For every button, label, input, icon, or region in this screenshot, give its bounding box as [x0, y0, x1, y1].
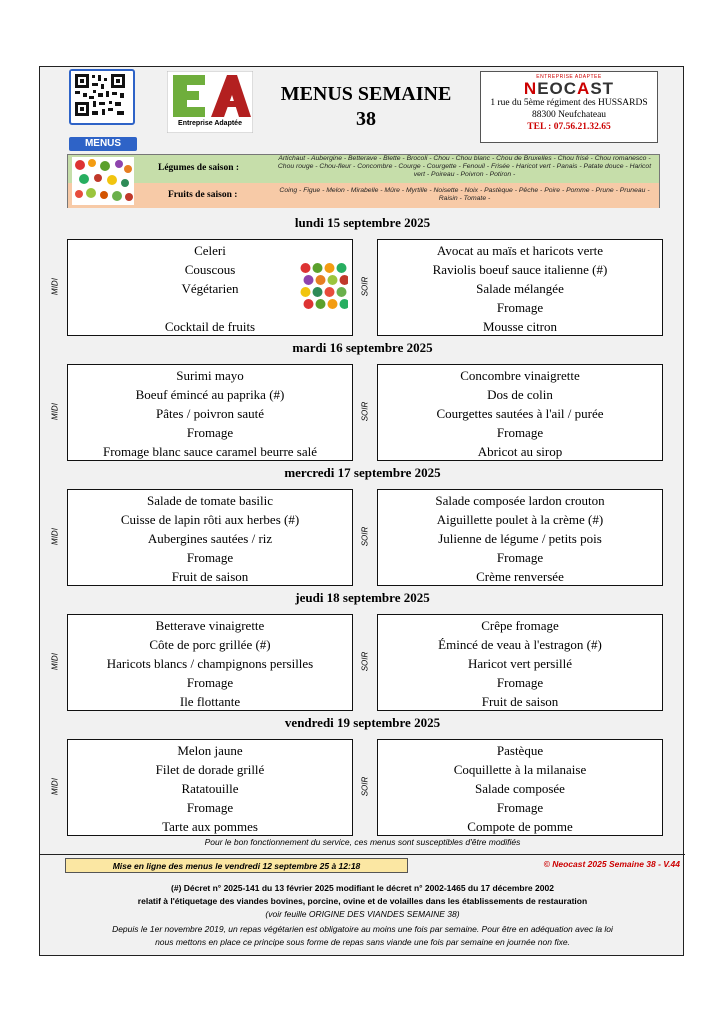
menu-item: Fromage	[496, 675, 544, 690]
entreprise-adaptee-logo	[167, 71, 253, 133]
menu-item: Salade mélangée	[476, 281, 564, 296]
title-week-number: 38	[356, 108, 376, 130]
menu-item: Celeri	[194, 243, 226, 258]
decret-text	[40, 882, 685, 908]
soir-menu-box	[377, 239, 663, 336]
menu-item: Courgettes sautées à l'ail / purée	[436, 406, 604, 421]
soir-menu-box	[377, 364, 663, 461]
decret-line-1: (#) Décret n° 2025-141 du 13 février 2025 modifiant le décret n° 2002-1465 du 17 décembre 2002	[171, 883, 554, 893]
vegetarian-note	[44, 923, 681, 949]
menu-item: Fromage	[496, 425, 544, 440]
menu-item: Concombre vinaigrette	[460, 368, 580, 383]
soir-label: SOIR	[360, 651, 370, 672]
voir-feuille: (voir feuille ORIGINE DES VIANDES SEMAINE 38)	[265, 909, 460, 919]
menu-item: Filet de dorade grillé	[155, 762, 265, 777]
legumes-row	[68, 155, 659, 183]
menu-item: Abricot au sirop	[477, 444, 563, 459]
mise-en-ligne: Mise en ligne des menus le vendredi 12 septembre 25 à 12:18	[65, 858, 408, 873]
menu-item: Pâtes / poivron sauté	[156, 406, 264, 421]
midi-label: MIDI	[50, 278, 60, 295]
menu-item: Coquillette à la milanaise	[453, 762, 587, 777]
neocast-address-2: 88300 Neufchateau	[531, 110, 607, 120]
neocast-box	[480, 71, 658, 143]
menu-item: Fromage	[186, 425, 234, 440]
page-title	[262, 82, 470, 132]
vegetarian-note-line-2: nous mettons en place ce principe sous forme de repas sans viande une fois par semaine en journée non fixe.	[155, 937, 570, 947]
ea-logo-text: Entreprise Adaptée	[178, 120, 242, 127]
copyright: © Neocast 2025 Semaine 38 - V.44	[543, 859, 680, 869]
menu-item: Végétarien	[181, 281, 239, 296]
menu-item: Tarte aux pommes	[162, 819, 258, 834]
menu-item: Avocat au maïs et haricots verte	[436, 243, 604, 258]
menu-item: Boeuf émincé au paprika (#)	[135, 387, 285, 402]
menu-item: Fruit de saison	[481, 694, 559, 709]
vegetarian-note-line-1: Depuis le 1er novembre 2019, un repas végétarien est obligatoire au moins une fois par semaine. Pour être en adéquation avec la loi	[112, 924, 613, 934]
day-title: lundi 15 septembre 2025	[294, 215, 431, 230]
menu-item: Fromage	[496, 300, 544, 315]
menu-item: Côte de porc grillée (#)	[149, 637, 271, 652]
menu-page	[39, 66, 684, 956]
midi-label: MIDI	[50, 653, 60, 670]
menu-item: Haricots blancs / champignons persilles	[106, 656, 314, 671]
day-title: mercredi 17 septembre 2025	[284, 465, 441, 480]
menu-item: Fromage	[186, 550, 234, 565]
menu-item: Ratatouille	[181, 781, 239, 796]
day-title: vendredi 19 septembre 2025	[284, 715, 441, 730]
day-title: jeudi 18 septembre 2025	[295, 590, 430, 605]
midi-label: MIDI	[50, 403, 60, 420]
midi-label: MIDI	[50, 528, 60, 545]
menu-item: Aiguillette poulet à la crème (#)	[436, 512, 604, 527]
menu-item: Dos de colin	[487, 387, 553, 402]
menu-item: Surimi mayo	[176, 368, 244, 383]
vegetables-image	[298, 262, 348, 310]
soir-label: SOIR	[360, 276, 370, 297]
neocast-tel: TEL : 07.56.21.32.65	[527, 122, 611, 132]
qr-code[interactable]	[69, 69, 135, 125]
day-title: mardi 16 septembre 2025	[292, 340, 433, 355]
menu-item: Fruit de saison	[171, 569, 249, 584]
menu-item: Betterave vinaigrette	[155, 618, 265, 633]
menu-item: Haricot vert persillé	[468, 656, 572, 671]
midi-label: MIDI	[50, 778, 60, 795]
menu-item: Compote de pomme	[467, 819, 573, 834]
menu-item: Pastèque	[496, 743, 544, 758]
menu-item: Crêpe fromage	[481, 618, 559, 633]
decret-line-2: relatif à l'étiquetage des viandes bovines, porcine, ovine et de volailles dans les établissements de restauration	[137, 896, 588, 906]
fruits-text: Coing - Figue - Melon - Mirabelle - Mûre - Myrtille - Noisette - Noix - Pastèque - Pêche - Poire - Pomme - Prune - Pruneau - Raisin - Tomate -	[279, 187, 650, 202]
qr-code-icon	[71, 71, 129, 119]
menu-item: Cocktail de fruits	[164, 319, 256, 334]
vegetables-image	[72, 157, 134, 205]
menu-item: Couscous	[184, 262, 236, 277]
fruits-label: Fruits de saison :	[168, 190, 238, 200]
menu-item: Fromage	[186, 675, 234, 690]
legumes-text: Artichaut - Aubergine - Betterave - Blette - Brocoli - Chou - Chou blanc - Chou de Bruxelles - Chou frisé - Chou romanesco - Chou rouge - Chou-fleur - Concombre - Courge - Courgette - Fenouil - Frisée - Haricot vert - Panais - Patate douce - Haricot vert - Poireau - Poivron - Potiron -	[277, 155, 652, 178]
service-note: Pour le bon fonctionnement du service, ces menus sont susceptibles d'être modifiés	[204, 837, 521, 847]
soir-menu-box	[377, 489, 663, 586]
menu-item: Fromage	[496, 800, 544, 815]
soir-label: SOIR	[360, 526, 370, 547]
neocast-address-1: 1 rue du 5ème régiment des HUSSARDS	[490, 98, 648, 108]
menu-item: Crème renversée	[476, 569, 564, 584]
menu-item: Ile flottante	[179, 694, 241, 709]
soir-label: SOIR	[360, 401, 370, 422]
soir-menu-box	[377, 614, 663, 711]
midi-menu-box	[67, 614, 353, 711]
title-line-1: MENUS SEMAINE	[280, 83, 452, 105]
midi-menu-box	[67, 239, 353, 336]
legumes-label: Légumes de saison :	[158, 163, 240, 173]
menu-item: Fromage	[186, 800, 234, 815]
menu-item: Salade composée lardon crouton	[435, 493, 605, 508]
menu-item: Fromage blanc sauce caramel beurre salé	[102, 444, 318, 459]
midi-menu-box	[67, 364, 353, 461]
neocast-subtitle: ENTREPRISE ADAPTEE	[536, 74, 602, 80]
footer-divider	[40, 854, 685, 855]
menu-item: Fromage	[496, 550, 544, 565]
menu-item: Émincé de veau à l'estragon (#)	[438, 637, 602, 652]
fruits-row	[68, 183, 659, 208]
soir-menu-box	[377, 739, 663, 836]
menu-item: Melon jaune	[177, 743, 243, 758]
menu-item: Raviolis boeuf sauce italienne (#)	[432, 262, 608, 277]
midi-menu-box	[67, 489, 353, 586]
menu-item: Salade de tomate basilic	[147, 493, 273, 508]
seasonal-band	[67, 154, 660, 208]
menu-item: Mousse citron	[482, 319, 558, 334]
menu-item: Salade composée	[475, 781, 565, 796]
soir-label: SOIR	[360, 776, 370, 797]
menu-item: Cuisse de lapin rôti aux herbes (#)	[120, 512, 300, 527]
neocast-logo: NEOCAST	[523, 79, 615, 98]
menus-button[interactable]: MENUS	[69, 137, 137, 151]
midi-menu-box	[67, 739, 353, 836]
menu-item: Aubergines sautées / riz	[147, 531, 273, 546]
menu-item: Julienne de légume / petits pois	[438, 531, 602, 546]
